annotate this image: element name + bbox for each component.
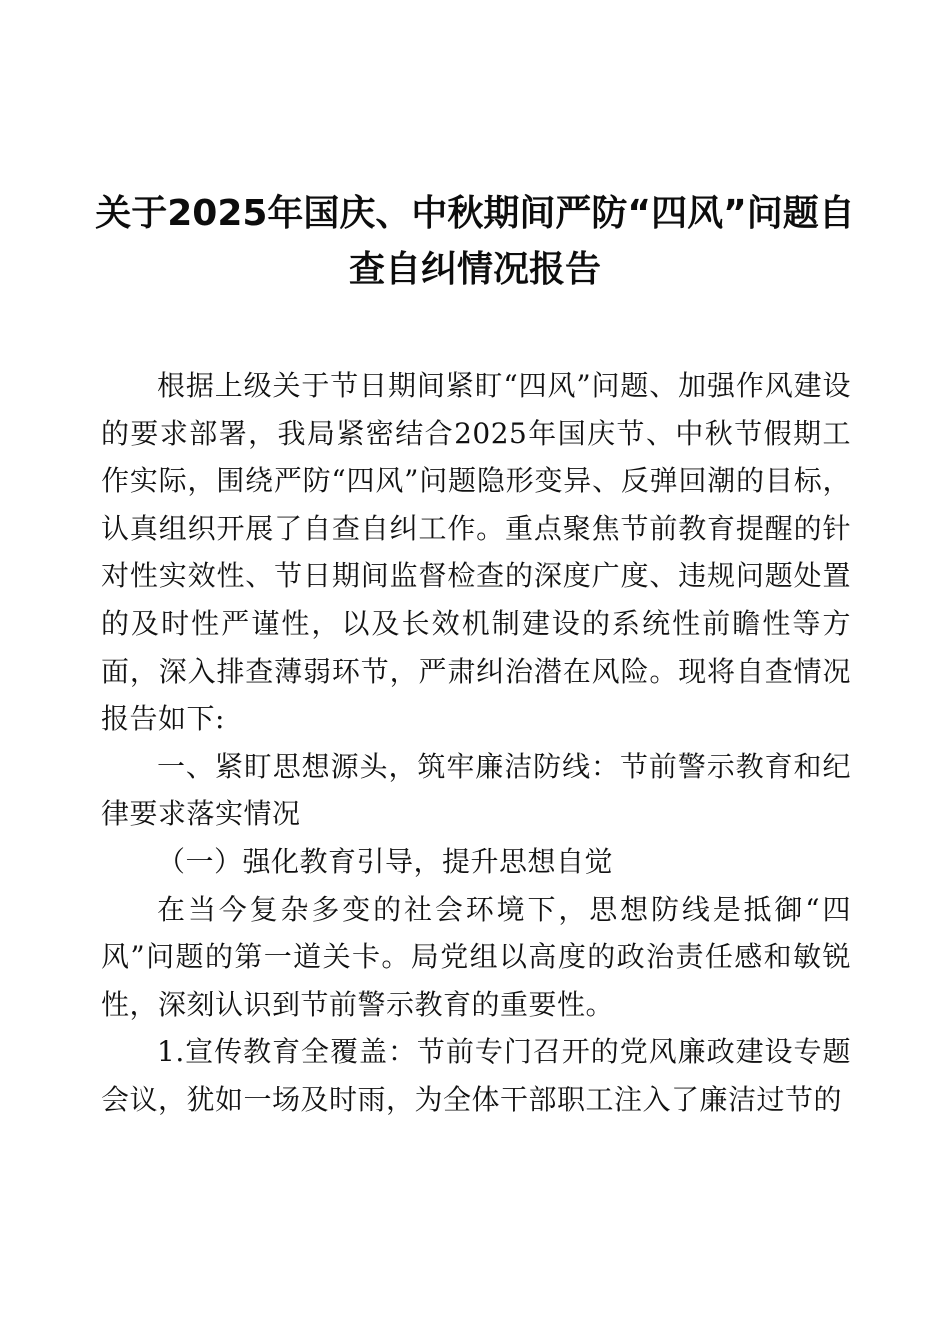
body-paragraph: 在当今复杂多变的社会环境下，思想防线是抵御“四风”问题的第一道关卡。局党组以高度的政治责任感和敏锐性，深刻认识到节前警示教育的重要性。 [101, 892, 851, 1021]
document-title: 关于2025年国庆、中秋期间严防“四风”问题自查自纠情况报告 [95, 193, 855, 290]
intro-paragraph: 根据上级关于节日期间紧盯“四风”问题、加强作风建设的要求部署，我局紧密结合2025年国庆节、中秋节假期工作实际，围绕严防“四风”问题隐形变异、反弹回潮的目标，认真组织开展了自查自纠工作。重点聚焦节前教育提醒的针对性实效性、节日期间监督检查的深度广度、违规问题处置的及时性严谨性，以及长效机制建设的系统性前瞻性等方面，深入排查薄弱环节，严肃纠治潜在风险。现将自查情况报告如下: [101, 369, 851, 736]
section-heading: 一、紧盯思想源头，筑牢廉洁防线：节前警示教育和纪律要求落实情况 [101, 749, 851, 831]
document-body [101, 362, 851, 1124]
subsection-heading: （一）强化教育引导，提升思想自觉 [157, 844, 614, 878]
list-item-paragraph: 1.宣传教育全覆盖：节前专门召开的党风廉政建设专题会议，犹如一场及时雨，为全体干部职工注入了廉洁过节的 [101, 1035, 851, 1116]
